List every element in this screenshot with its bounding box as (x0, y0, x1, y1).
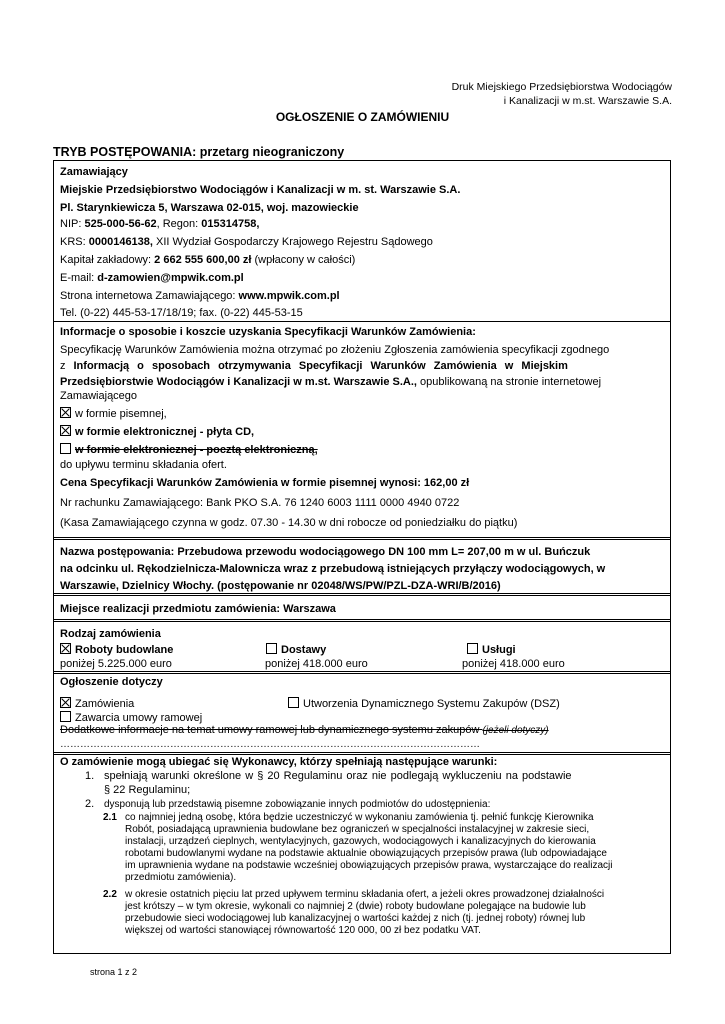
condition-2-2-line: większej od wartości stanowiącej równowartość 120 000, 00 zł bez podatku VAT. (125, 925, 481, 936)
works-limit: poniżej 5.225.000 euro (60, 658, 172, 670)
order-type-works: Roboty budowlane (60, 643, 173, 657)
condition-2-1-number: 2.1 (103, 812, 117, 823)
email-link[interactable]: d-zamowien@mpwik.com.pl (97, 272, 244, 284)
condition-2-1-text (125, 812, 657, 884)
siwz-line-2: z Informacją o sposobach otrzymywania Specyfikacji Warunków Zamówienia w Miejskim (60, 360, 568, 372)
authority-website: Strona internetowa Zamawiającego: www.mpwik.com.pl (60, 290, 340, 302)
condition-1-line-1: spełniają warunki określone w § 20 Regulaminu oraz nie podlegają wykluczeniu na podstawie (104, 770, 572, 782)
condition-2-1-line: instalacji, urządzeń cieplnych, wentylacyjnych, gazowych, wodociągowych i kanalizacyjnych do kierowania (125, 836, 596, 847)
divider (53, 321, 671, 322)
notice-dots: ……………………………………………………………………………………………………………… (60, 739, 480, 750)
condition-2-1-line: im uprawnienia wydane na podstawie wcześniej obowiązujących przepisów prawa, wystarczające do realizacji (125, 860, 613, 871)
contracting-authority-heading: Zamawiający (60, 166, 128, 178)
checkbox-works[interactable] (60, 643, 71, 654)
checkbox-written[interactable] (60, 407, 71, 418)
authority-email: E-mail: d-zamowien@mpwik.com.pl (60, 272, 244, 284)
notice-option-order: Zamówienia (60, 697, 134, 711)
supplies-limit: poniżej 418.000 euro (265, 658, 368, 670)
condition-1-line-2: § 22 Regulaminu; (104, 784, 191, 796)
header-line-1: Druk Miejskiego Przedsiębiorstwa Wodociągów (451, 81, 672, 93)
divider (53, 671, 671, 674)
condition-2-number: 2. (85, 798, 95, 810)
siwz-option-cd: w formie elektronicznej - płyta CD, (60, 425, 254, 439)
document-title: OGŁOSZENIE O ZAMÓWIENIU (275, 110, 450, 124)
siwz-line-4: Zamawiającego (60, 390, 138, 402)
realization-place: Miejsce realizacji przedmiotu zamówienia: Warszawa (60, 603, 336, 615)
procedure-mode: TRYB POSTĘPOWANIA: przetarg nieograniczony (53, 145, 345, 159)
checkbox-supplies[interactable] (266, 643, 277, 654)
siwz-account: Nr rachunku Zamawiającego: Bank PKO S.A. 76 1240 6003 1111 0000 4940 0722 (60, 497, 460, 509)
authority-name: Miejskie Przedsiębiorstwo Wodociągów i Kanalizacji w m. st. Warszawie S.A. (60, 184, 461, 196)
siwz-option-email: w formie elektronicznej - pocztą elektroniczną, (60, 443, 318, 457)
order-type-supplies: Dostawy (266, 643, 326, 657)
conditions-heading: O zamówienie mogą ubiegać się Wykonawcy, którzy spełniają następujące warunki: (60, 756, 498, 768)
authority-phone: Tel. (0-22) 445-53-17/18/19; fax. (0-22) 445-53-15 (60, 307, 303, 319)
procedure-name-line-2: na odcinku ul. Rękodzielnicza-Malownicza wraz z przebudową istniejących przyłączy wodociągowych, w (60, 563, 606, 575)
page-footer: strona 1 z 2 (90, 967, 138, 977)
condition-2-2-line: w okresie ostatnich pięciu lat przed upływem terminu składania ofert, a jeżeli okres prowadzonej działalności (125, 889, 605, 900)
condition-2-1-line: co najmniej jedną osobę, która będzie uczestniczyć w wykonaniu zamówienia tj. pełnić funkcję Kierownika (125, 812, 594, 823)
divider (53, 619, 671, 622)
checkbox-order[interactable] (60, 697, 71, 708)
checkbox-framework[interactable] (60, 711, 71, 722)
printer-header (452, 80, 672, 108)
condition-2-1-line: robotami budowlanymi wydane na podstawie aktualnie obowiązujących przepisów prawa (lub odpowiadające (125, 848, 607, 859)
siwz-deadline: do upływu terminu składania ofert. (60, 459, 227, 471)
siwz-price: Cena Specyfikacji Warunków Zamówienia w formie pisemnej wynosi: 162,00 zł (60, 477, 470, 489)
condition-2-2-number: 2.2 (103, 889, 117, 900)
authority-nip-regon: NIP: 525-000-56-62, Regon: 015314758, (60, 218, 260, 230)
website-link[interactable]: www.mpwik.com.pl (238, 290, 340, 302)
divider (53, 752, 671, 755)
condition-2-1-line: przedmiotu zamówienia). (125, 872, 237, 883)
checkbox-dsz[interactable] (288, 697, 299, 708)
checkbox-cd[interactable] (60, 425, 71, 436)
procedure-name-line-1: Nazwa postępowania: Przebudowa przewodu wodociągowego DN 100 mm L= 207,00 m w ul. Buńczuk (60, 546, 591, 558)
siwz-line-3: Przedsiębiorstwie Wodociągów i Kanalizacji w m.st. Warszawie S.A., opublikowaną na stronie internetowej (60, 376, 602, 388)
order-type-services: Usługi (467, 643, 516, 657)
divider (53, 537, 671, 540)
condition-2-2-text (125, 889, 657, 937)
condition-2-text: dysponują lub przedstawią pisemne zobowiązanie innych podmiotów do udostępnienia: (104, 799, 491, 810)
services-limit: poniżej 418.000 euro (462, 658, 565, 670)
condition-2-2-line: jest krótszy – w tym okresie, wykonali co najmniej 2 (dwie) roboty budowlane polegające na budowie lub (125, 901, 586, 912)
order-type-heading: Rodzaj zamówienia (60, 628, 161, 640)
condition-2-1-line: Robót, posiadającą uprawnienia budowlane bez ograniczeń w specjalności instalacyjnej w zakresie sieci, (125, 824, 590, 835)
notice-option-framework: Zawarcia umowy ramowej (60, 711, 202, 725)
notice-extra-info: Dodatkowe informacje na temat umowy ramowej lub dynamicznego systemu zakupów (jeżeli dotyczy) (60, 724, 549, 736)
notice-option-dsz: Utworzenia Dynamicznego Systemu Zakupów (DSZ) (288, 697, 560, 711)
checkbox-email[interactable] (60, 443, 71, 454)
procedure-name-line-3: Warszawie, Dzielnicy Włochy. (postępowanie nr 02048/WS/PW/PZL-DZA-WRI/B/2016) (60, 580, 501, 592)
authority-capital: Kapitał zakładowy: 2 662 555 600,00 zł (wpłacony w całości) (60, 254, 356, 266)
checkbox-services[interactable] (467, 643, 478, 654)
condition-1-number: 1. (85, 770, 95, 782)
authority-address: Pl. Starynkiewicza 5, Warszawa 02-015, woj. mazowieckie (60, 202, 359, 214)
authority-krs: KRS: 0000146138, XII Wydział Gospodarczy Krajowego Rejestru Sądowego (60, 236, 433, 248)
siwz-heading: Informacje o sposobie i koszcie uzyskania Specyfikacji Warunków Zamówienia: (60, 326, 476, 338)
divider (53, 593, 671, 596)
header-line-2: i Kanalizacji w m.st. Warszawie S.A. (503, 95, 672, 107)
siwz-cashier: (Kasa Zamawiającego czynna w godz. 07.30 - 14.30 w dni robocze od poniedziałku do piątku) (60, 517, 518, 529)
condition-2-2-line: przebudowie sieci wodociągowej lub kanalizacyjnej o wartości każdej z nich (tj. jednej roboty) równej lub (125, 913, 586, 924)
siwz-line-1: Specyfikację Warunków Zamówienia można otrzymać po złożeniu Zgłoszenia zamówienia specyfikacji zgodnego (60, 344, 610, 356)
siwz-option-written: w formie pisemnej, (60, 407, 167, 421)
notice-heading: Ogłoszenie dotyczy (60, 676, 163, 688)
